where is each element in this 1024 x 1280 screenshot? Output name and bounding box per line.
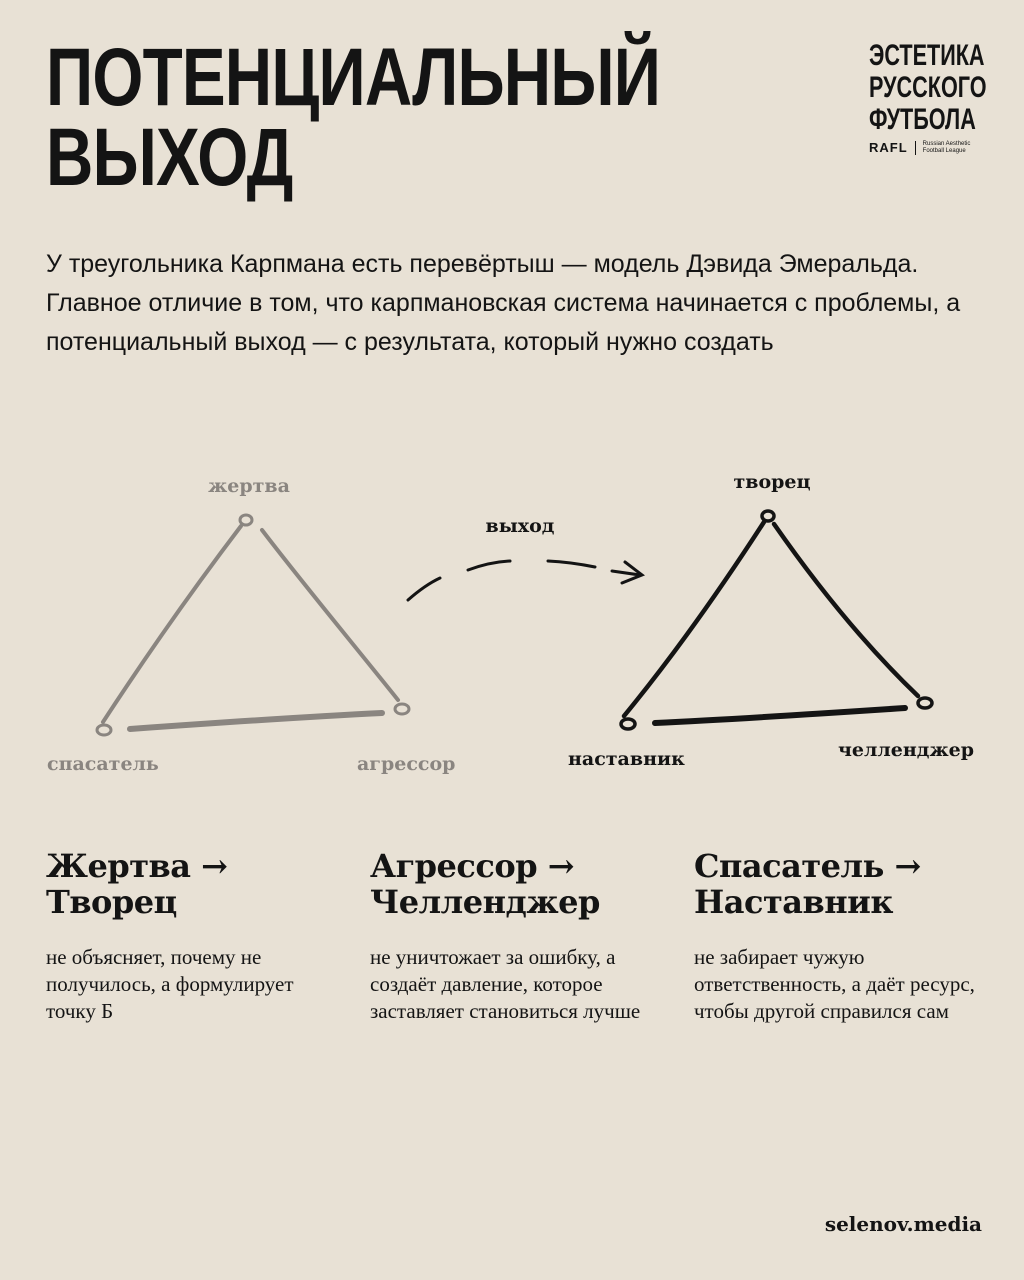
right-triangle-edge-left xyxy=(624,522,764,716)
rescuer-node xyxy=(97,725,111,735)
label-rescuer: спасатель xyxy=(47,753,159,775)
title-line-1: ПОТЕНЦИАЛЬНЫЙ xyxy=(46,32,661,123)
heading-to: Наставник xyxy=(694,883,894,921)
heading-to: Челленджер xyxy=(370,883,600,921)
coach-node xyxy=(621,719,635,729)
column-heading xyxy=(46,848,346,920)
heading-to: Творец xyxy=(46,883,177,921)
arrow-dash-1 xyxy=(408,578,440,600)
karpman-triangle xyxy=(97,515,409,735)
label-aggressor: агрессор xyxy=(357,753,456,775)
left-triangle-edge-left xyxy=(103,526,241,722)
emerald-triangle xyxy=(621,511,932,729)
column-heading xyxy=(370,848,670,920)
column-text: не объясняет, почему не получилось, а формулирует точку Б xyxy=(46,945,294,1023)
footer-source: selenov.media xyxy=(824,1212,982,1236)
creator-node xyxy=(762,511,774,521)
label-challenger: челленджер xyxy=(838,739,975,761)
label-exit: выход xyxy=(485,515,555,537)
right-triangle-edge-right xyxy=(774,524,918,696)
logo-abbr: RAFL xyxy=(869,140,908,155)
column-text: не уничтожает за ошибку, а создаёт давление, которое заставляет становиться лучше xyxy=(370,945,641,1023)
logo-line-1: ЭСТЕТИКА xyxy=(869,39,985,72)
challenger-node xyxy=(918,698,932,708)
right-triangle-edge-bottom xyxy=(655,708,905,723)
column-rescuer-coach xyxy=(694,848,994,1025)
victim-node xyxy=(240,515,252,525)
page-title xyxy=(46,32,661,203)
label-coach: наставник xyxy=(568,748,685,770)
logo-league-name: Russian Aesthetic Football League xyxy=(922,140,971,154)
title-line-2: ВЫХОД xyxy=(46,112,293,203)
column-victim-creator xyxy=(46,848,346,1025)
logo-divider xyxy=(915,141,916,155)
logo-line-2: РУССКОГО xyxy=(869,71,987,104)
triangles-diagram xyxy=(0,430,1024,790)
arrow-dash-3 xyxy=(548,561,595,567)
column-aggressor-challenger xyxy=(370,848,670,1025)
left-triangle-edge-bottom xyxy=(130,713,382,729)
logo-subline xyxy=(869,140,999,155)
brand-logo xyxy=(869,40,999,155)
column-heading xyxy=(694,848,994,920)
exit-arrow xyxy=(408,561,642,600)
heading-from: Жертва → xyxy=(46,847,228,885)
heading-from: Спасатель → xyxy=(694,847,921,885)
arrow-dash-2 xyxy=(468,561,510,570)
label-creator: творец xyxy=(733,471,811,493)
column-text: не забирает чужую ответственность, а даёт ресурс, чтобы другой справился сам xyxy=(694,945,975,1023)
aggressor-node xyxy=(395,704,409,714)
logo-line-3: ФУТБОЛА xyxy=(869,103,976,136)
label-victim: жертва xyxy=(208,475,290,497)
left-triangle-edge-right xyxy=(262,530,398,700)
heading-from: Агрессор → xyxy=(370,847,575,885)
intro-paragraph: У треугольника Карпмана есть перевёртыш — модель Дэвида Эмеральда. Главное отличие в том, что карпмановская система начинается с проблемы, а потенциальный выход — с результата, который нужно создать xyxy=(46,250,961,356)
